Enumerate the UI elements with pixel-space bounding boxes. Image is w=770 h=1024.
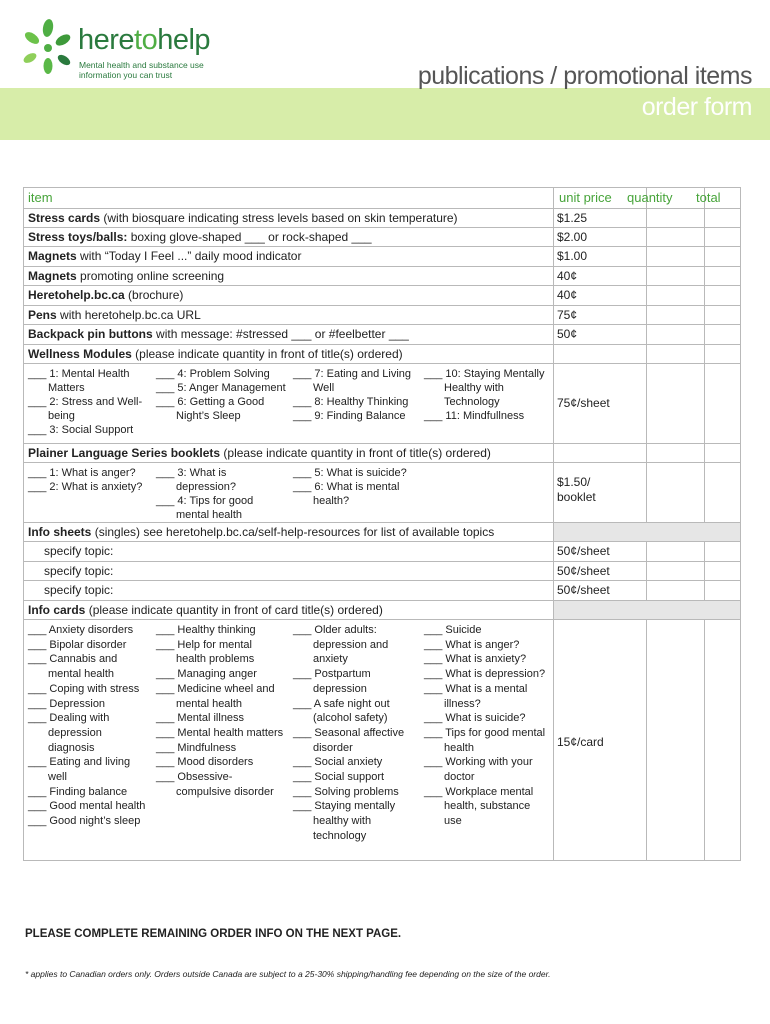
- wellness-modules-heading-row: Wellness Modules (please indicate quantity in front of title(s) ordered): [24, 344, 740, 363]
- list-item[interactable]: ___ Social anxiety: [293, 756, 383, 769]
- table-row[interactable]: Backpack pin buttons with message: #stressed ___ or #feelbetter ___ 50¢: [24, 324, 740, 344]
- info-cards-row[interactable]: [24, 619, 740, 860]
- list-item[interactable]: ___ Good night’s sleep: [28, 815, 141, 828]
- list-item[interactable]: ___ 10: Staying Mentally Healthy with Technology: [424, 368, 545, 408]
- list-item[interactable]: ___ Seasonal affective disorder: [293, 726, 405, 754]
- brand-tagline: Mental health and substance use information you can trust: [79, 60, 204, 80]
- list-item[interactable]: ___ Coping with stress: [28, 682, 140, 695]
- list-item[interactable]: ___ What is anxiety?: [424, 653, 527, 666]
- specify-topic-label: specify topic:: [44, 583, 114, 597]
- list-item[interactable]: ___ 3: What is depression?: [156, 467, 236, 493]
- table-row[interactable]: [24, 541, 740, 561]
- list-item[interactable]: ___ Help for mental health problems: [156, 638, 255, 666]
- list-item[interactable]: ___ Finding balance: [28, 785, 128, 798]
- list-item[interactable]: ___ Managing anger: [156, 668, 257, 681]
- plainer-language-row[interactable]: [24, 462, 740, 522]
- list-item[interactable]: ___ Postpartum depression: [293, 668, 371, 695]
- table-row[interactable]: [24, 580, 740, 600]
- list-item[interactable]: ___ Social support: [293, 771, 385, 784]
- plainer-language-heading-row: Plainer Language Series booklets (please indicate quantity in front of title(s) ordered): [24, 443, 740, 462]
- table-row[interactable]: Magnets with “Today I Feel ...” daily mood indicator $1.00: [24, 246, 740, 266]
- page-title: publications / promotional items: [417, 62, 752, 90]
- table-row[interactable]: [24, 561, 740, 580]
- header-quantity: quantity: [627, 190, 673, 205]
- list-item[interactable]: ___ Medicine wheel and mental health: [156, 682, 275, 710]
- list-item[interactable]: ___ Suicide: [424, 624, 482, 636]
- list-item[interactable]: ___ Mental illness: [156, 712, 245, 725]
- order-table: [23, 187, 741, 861]
- unit-price: $2.00: [557, 230, 588, 244]
- list-item[interactable]: ___ 4: Problem Solving: [156, 368, 270, 380]
- shipping-footnote: * applies to Canadian orders only. Orders outside Canada are subject to a 25-30% shipping/handling fee depending on the size of the order.: [25, 969, 551, 979]
- list-item[interactable]: ___ Bipolar disorder: [28, 638, 127, 651]
- info-cards-heading-row: Info cards (please indicate quantity in front of card title(s) ordered): [24, 600, 740, 619]
- list-item[interactable]: ___ What is a mental illness?: [424, 682, 528, 710]
- list-item[interactable]: ___ 6: What is mental health?: [293, 481, 400, 507]
- table-row[interactable]: Heretohelp.bc.ca (brochure) 40¢: [24, 285, 740, 305]
- list-item[interactable]: ___ Obsessive-compulsive disorder: [156, 771, 274, 798]
- header-unit-price: unit price: [559, 190, 612, 205]
- specify-topic-label: specify topic:: [44, 564, 114, 578]
- unit-price: 50¢/sheet: [557, 583, 610, 597]
- list-item[interactable]: ___ 5: Anger Management: [156, 382, 286, 394]
- list-item[interactable]: ___ Solving problems: [293, 785, 399, 798]
- list-item[interactable]: ___ Depression: [28, 697, 106, 710]
- unit-price: 50¢/sheet: [557, 544, 610, 558]
- list-item[interactable]: ___ Healthy thinking: [156, 624, 256, 636]
- info-sheets-heading-row: Info sheets (singles) see heretohelp.bc.ca/self-help-resources for list of available topics: [24, 522, 740, 541]
- table-row[interactable]: Pens with heretohelp.bc.ca URL 75¢: [24, 305, 740, 324]
- list-item[interactable]: ___ Mindfulness: [156, 741, 237, 754]
- list-item[interactable]: ___ 5: What is suicide?: [293, 467, 407, 479]
- header-total: total: [696, 190, 721, 205]
- list-item[interactable]: ___ Anxiety disorders: [28, 624, 134, 636]
- list-item[interactable]: ___ 4: Tips for good mental health: [156, 495, 254, 521]
- leaf-burst-icon: [18, 18, 78, 80]
- list-item[interactable]: ___ 1: What is anger?: [28, 467, 136, 479]
- list-item[interactable]: ___ 6: Getting a Good Night’s Sleep: [156, 396, 265, 422]
- list-item[interactable]: ___ 2: What is anxiety?: [28, 481, 143, 493]
- unit-price: 75¢/sheet: [557, 396, 610, 410]
- list-item[interactable]: ___ Mood disorders: [156, 756, 254, 769]
- list-item[interactable]: ___ Older adults: depression and anxiety: [293, 624, 389, 666]
- unit-price: 15¢/card: [557, 735, 604, 749]
- list-item[interactable]: ___ 11: Mindfullness: [424, 410, 525, 422]
- table-row[interactable]: Magnets promoting online screening 40¢: [24, 266, 740, 285]
- list-item[interactable]: ___ 3: Social Support: [28, 424, 134, 436]
- unit-price: $1.50/ booklet: [557, 475, 596, 504]
- list-item[interactable]: ___ 8: Healthy Thinking: [293, 396, 409, 408]
- unit-price: 50¢/sheet: [557, 564, 610, 578]
- unit-price: 50¢: [557, 327, 578, 341]
- header-item: item: [28, 190, 53, 205]
- list-item[interactable]: ___ What is anger?: [424, 638, 520, 651]
- list-item[interactable]: ___ 2: Stress and Well-being: [28, 396, 143, 422]
- unit-price: $1.25: [557, 211, 588, 225]
- list-item[interactable]: ___ What is suicide?: [424, 712, 526, 725]
- list-item[interactable]: ___ Cannabis and mental health: [28, 653, 118, 681]
- list-item[interactable]: ___ Dealing with depression diagnosis: [28, 712, 110, 754]
- list-item[interactable]: ___ A safe night out (alcohol safety): [293, 697, 390, 725]
- list-item[interactable]: ___ Staying mentally healthy with technology: [293, 800, 396, 842]
- next-page-notice: PLEASE COMPLETE REMAINING ORDER INFO ON THE NEXT PAGE.: [25, 928, 402, 940]
- list-item[interactable]: ___ 1: Mental Health Matters: [28, 368, 130, 394]
- unit-price: 75¢: [557, 308, 578, 322]
- brand-wordmark: heretohelp: [78, 24, 211, 56]
- page-subtitle: order form: [641, 93, 752, 121]
- list-item[interactable]: ___ Working with your doctor: [424, 756, 533, 784]
- list-item[interactable]: ___ What is depression?: [424, 668, 546, 681]
- unit-price: $1.00: [557, 249, 588, 263]
- list-item[interactable]: ___ 7: Eating and Living Well: [293, 368, 412, 394]
- list-item[interactable]: ___ 9: Finding Balance: [293, 410, 406, 422]
- heretohelp-logo: [18, 18, 238, 82]
- list-item[interactable]: ___ Workplace mental health, substance use: [424, 785, 534, 828]
- list-item[interactable]: ___ Mental health matters: [156, 726, 284, 739]
- specify-topic-label: specify topic:: [44, 544, 114, 558]
- table-row[interactable]: Stress toys/balls: boxing glove-shaped ___ or rock-shaped ___ $2.00: [24, 227, 740, 246]
- list-item[interactable]: ___ Eating and living well: [28, 756, 131, 784]
- table-row[interactable]: Stress cards (with biosquare indicating stress levels based on skin temperature) $1.25: [24, 208, 740, 227]
- list-item[interactable]: ___ Good mental health: [28, 800, 146, 813]
- list-item[interactable]: ___ Tips for good mental health: [424, 726, 546, 754]
- unit-price: 40¢: [557, 288, 578, 302]
- wellness-modules-row[interactable]: [24, 363, 740, 443]
- unit-price: 40¢: [557, 269, 578, 283]
